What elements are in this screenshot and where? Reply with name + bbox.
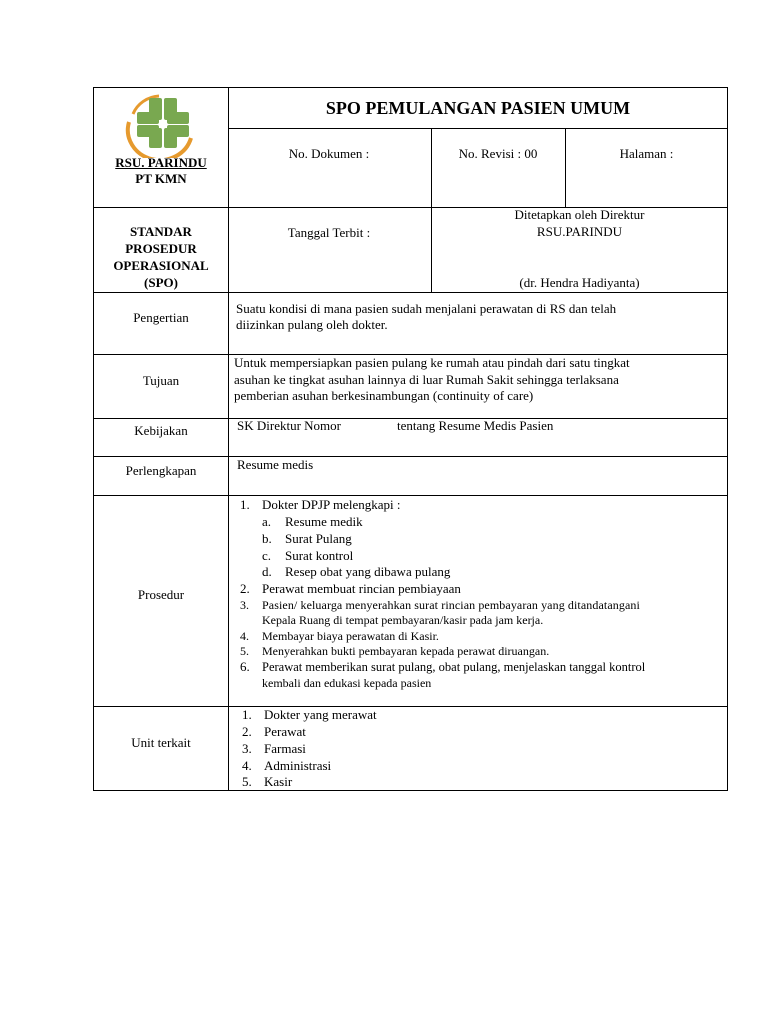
step-number: 5. [240,644,249,658]
column-divider [228,88,229,790]
hospital-logo [119,92,203,158]
unit-item: Perawat [264,724,306,739]
substep-letter: c. [262,548,272,563]
director-name: (dr. Hendra Hadiyanta) [519,275,640,290]
step-text: Perawat memberikan surat pulang, obat pulang, menjelaskan tanggal kontrol [262,660,646,674]
unit-number: 1. [242,707,252,722]
unit-item: Farmasi [264,741,306,756]
perlengkapan-text: Resume medis [237,457,314,472]
unit-number: 3. [242,741,252,756]
institution-name: RSU. PARINDU [115,155,207,170]
substep-letter: b. [262,531,272,546]
institution-sub: PT KMN [135,171,187,186]
unit-number: 2. [242,724,252,739]
substep-text: Resume medik [285,514,363,529]
tanggal-terbit-label: Tanggal Terbit : [287,225,371,240]
pengertian-label: Pengertian [133,310,189,325]
step-number: 2. [240,581,250,596]
unit-number: 5. [242,774,252,789]
step-number: 1. [240,497,250,512]
divider [94,292,727,293]
step-number: 3. [240,598,249,612]
page-title: SPO PEMULANGAN PASIEN UMUM [325,98,631,118]
substep-text: Resep obat yang dibawa pulang [285,564,451,579]
substep-text: Surat kontrol [285,548,354,563]
substep-letter: a. [262,514,272,529]
substep-letter: d. [262,564,272,579]
kebijakan-text-b: tentang Resume Medis Pasien [397,418,554,433]
unit-item: Dokter yang merawat [264,707,377,722]
column-divider [565,128,566,208]
tujuan-text-2: asuhan ke tingkat asuhan lainnya di luar Rumah Sakit sehingga terlaksana [234,372,619,387]
standard-label-2: PROSEDUR [125,241,197,256]
tujuan-text-3: pemberian asuhan berkesinambungan (continuity of care) [234,388,534,403]
tujuan-label: Tujuan [142,373,180,388]
step-text: Kepala Ruang di tempat pembayaran/kasir pada jam kerja. [262,613,544,627]
divider [94,495,727,496]
standard-label-3: OPERASIONAL [113,258,209,273]
standard-label-1: STANDAR [130,224,192,239]
halaman-label: Halaman : [619,146,674,161]
step-number: 6. [240,659,250,674]
step-text: Dokter DPJP melengkapi : [262,497,401,512]
prosedur-label: Prosedur [137,587,185,602]
divider [228,128,727,129]
step-text: Menyerahkan bukti pembayaran kepada perawat diruangan. [262,644,550,658]
divider [94,456,727,457]
kebijakan-label: Kebijakan [134,423,188,438]
unit-item: Kasir [264,774,293,789]
step-text: kembali dan edukasi kepada pasien [262,676,432,690]
pengertian-text-1: Suatu kondisi di mana pasien sudah menjalani perawatan di RS dan telah [236,301,617,316]
ditetapkan-line2: RSU.PARINDU [536,224,623,239]
no-revisi-label: No. Revisi : 00 [458,146,538,161]
step-text: Membayar biaya perawatan di Kasir. [262,629,439,643]
standard-label-4: (SPO) [144,275,178,290]
ditetapkan-line1: Ditetapkan oleh Direktur [514,207,645,222]
pengertian-text-2: diizinkan pulang oleh dokter. [236,317,388,332]
step-text: Perawat membuat rincian pembiayaan [262,581,461,596]
substep-text: Surat Pulang [285,531,352,546]
step-number: 4. [240,629,249,643]
tujuan-text-1: Untuk mempersiapkan pasien pulang ke rumah atau pindah dari satu tingkat [234,355,630,370]
no-dokumen-label: No. Dokumen : [288,146,370,161]
step-text: Pasien/ keluarga menyerahkan surat rincian pembayaran yang ditandatangani [262,598,640,612]
unit-terkait-label: Unit terkait [131,735,191,750]
divider [94,706,727,707]
unit-number: 4. [242,758,252,773]
unit-item: Administrasi [264,758,332,773]
perlengkapan-label: Perlengkapan [125,463,197,478]
kebijakan-text-a: SK Direktur Nomor [237,418,341,433]
